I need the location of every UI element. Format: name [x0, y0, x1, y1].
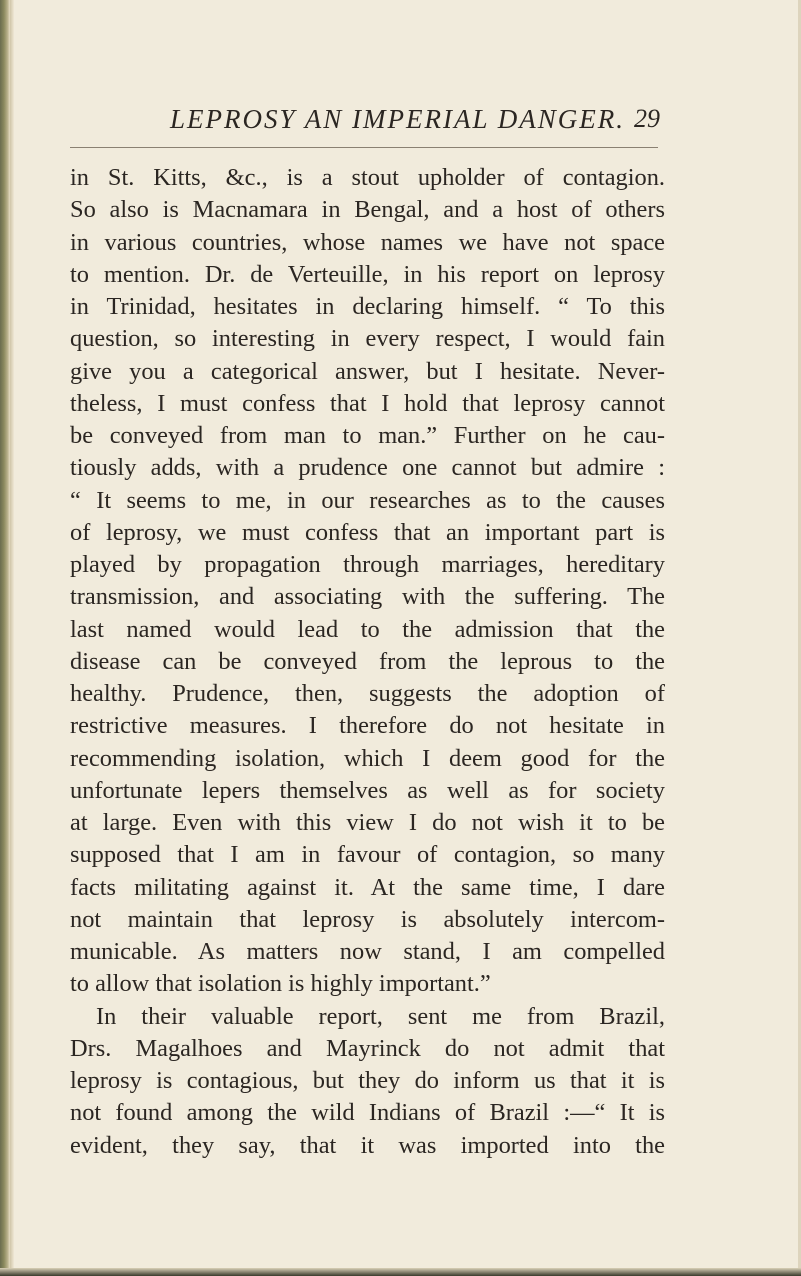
text-line: be conveyed from man to man.” Further on he cau-: [70, 422, 665, 449]
text-line: theless, I must confess that I hold that leprosy cannot: [70, 389, 665, 417]
text-line: of leprosy, we must confess that an important part is: [70, 518, 665, 546]
text-line: played by propagation through marriages, hereditary: [70, 551, 665, 578]
text-line: In their valuable report, sent me from Brazil,: [96, 1002, 665, 1030]
text-line: not found among the wild Indians of Brazil :—“ It is: [70, 1099, 665, 1127]
text-line: tiously adds, with a prudence one cannot but admire :: [70, 454, 665, 482]
text-line: in Trinidad, hesitates in declaring himself. “ To this: [70, 293, 665, 320]
text-line: unfortunate lepers themselves as well as for society: [70, 776, 665, 804]
page-number: 29: [634, 104, 660, 133]
running-head: LEPROSY AN IMPERIAL DANGER.: [170, 104, 625, 134]
page-bottom-edge: [0, 1268, 801, 1276]
body-text: [70, 162, 665, 1162]
text-line: Drs. Magalhoes and Mayrinck do not admit that: [70, 1034, 665, 1062]
text-line: leprosy is contagious, but they do inform us that it is: [70, 1067, 665, 1094]
text-line: at large. Even with this view I do not wish it to be: [70, 809, 665, 836]
text-line: transmission, and associating with the suffering. The: [70, 583, 665, 611]
text-line: evident, they say, that it was imported into the: [70, 1131, 665, 1159]
page-header: [70, 104, 660, 140]
text-line: to allow that isolation is highly important.”: [70, 970, 491, 998]
binding-gutter: [0, 0, 10, 1276]
text-line: restrictive measures. I therefore do not hesitate in: [70, 712, 665, 740]
binding-gutter-edge: [10, 0, 14, 1276]
text-line: give you a categorical answer, but I hesitate. Never-: [70, 357, 665, 385]
text-line: municable. As matters now stand, I am compelled: [70, 938, 665, 965]
text-line: disease can be conveyed from the leprous to the: [70, 647, 665, 675]
text-line: not maintain that leprosy is absolutely intercom-: [70, 905, 665, 933]
text-line: in St. Kitts, &c., is a stout upholder of contagion.: [70, 164, 665, 191]
text-line: last named would lead to the admission that the: [70, 615, 665, 643]
text-line: to mention. Dr. de Verteuille, in his report on leprosy: [70, 260, 665, 288]
text-line: healthy. Prudence, then, suggests the adoption of: [70, 680, 665, 707]
text-line: recommending isolation, which I deem good for the: [70, 744, 665, 772]
header-rule: [70, 147, 658, 148]
text-line: question, so interesting in every respect, I would fain: [70, 325, 665, 353]
text-line: in various countries, whose names we have not space: [70, 228, 665, 256]
text-line: “ It seems to me, in our researches as to the causes: [70, 486, 665, 514]
text-line: facts militating against it. At the same time, I dare: [70, 873, 665, 901]
text-line: So also is Macnamara in Bengal, and a host of others: [70, 196, 665, 224]
text-line: supposed that I am in favour of contagion, so many: [70, 841, 665, 869]
